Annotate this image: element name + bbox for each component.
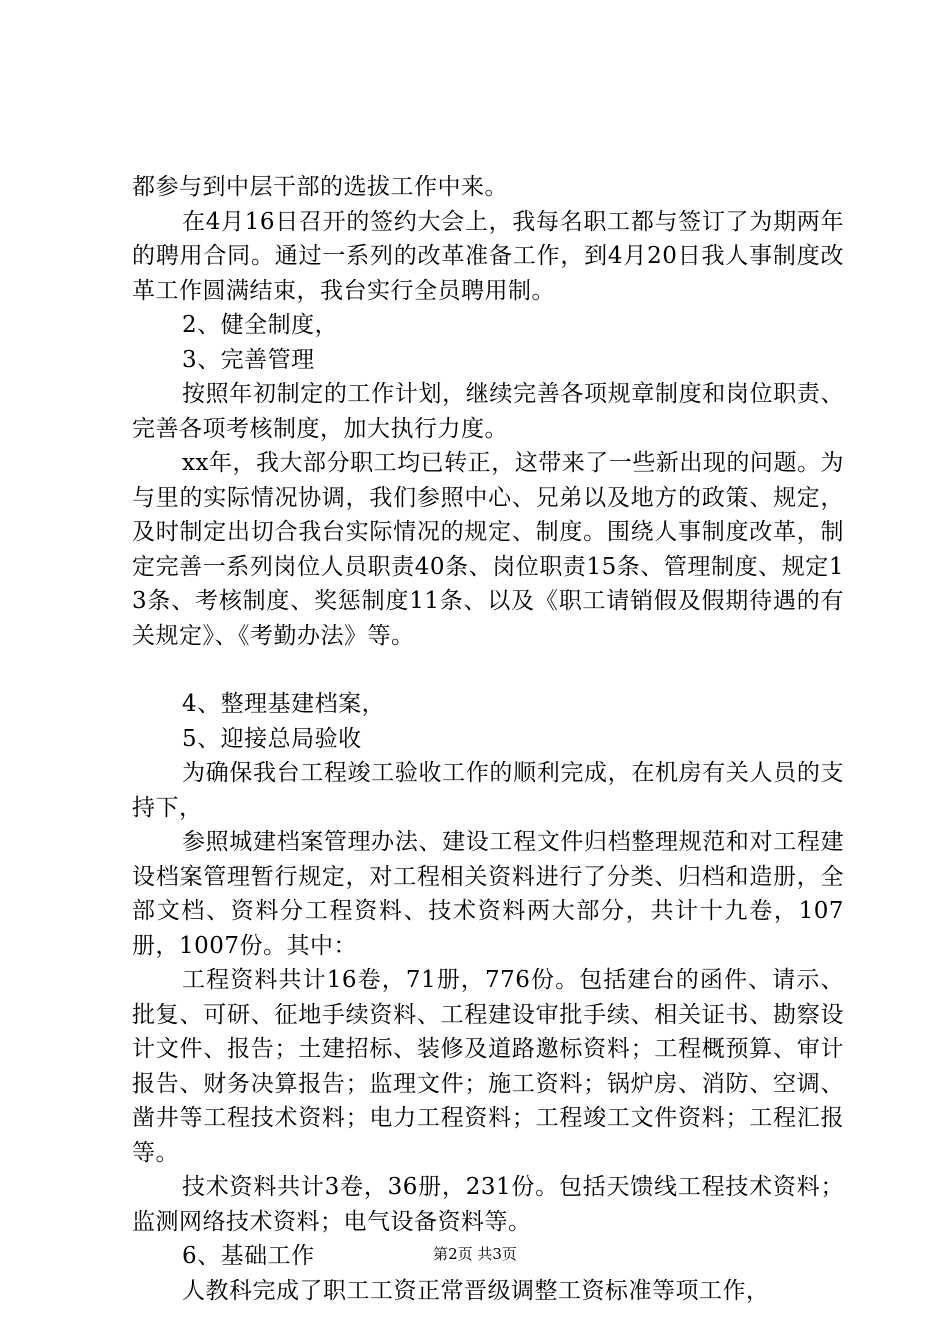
- paragraph-regulations: xx年，我大部分职工均已转正，这带来了一些新出现的问题。为与里的实际情况协调，我们参照中心、兄弟以及地方的政策、规定，及时制定出切合我台实际情况的规定、制度。围绕人事制度改革，制定完善一系列岗位人员职责40条、岗位职责15条、管理制度、规定13条、考核制度、奖惩制度11条、以及《职工请销假及假期待遇的有关规定》、《考勤办法》等。: [132, 450, 844, 649]
- paragraph-spacer: [132, 653, 844, 687]
- heading-item-5: 5、迎接总局验收: [182, 725, 362, 752]
- paragraph-archives: 参照城建档案管理办法、建设工程文件归档整理规范和对工程建设档案管理暂行规定，对工程相关资料进行了分类、归档和造册，全部文档、资料分工程资料、技术资料两大部分，共计十九卷，107册，1007份。其中：: [132, 829, 844, 959]
- paragraph-signing-meeting: 在4月16日召开的签约大会上，我每名职工都与签订了为期两年的聘用合同。通过一系列的改革准备工作，到4月20日我人事制度改革工作圆满结束，我台实行全员聘用制。: [132, 208, 844, 304]
- paragraph-technical-materials: 技术资料共计3卷，36册，231份。包括天馈线工程技术资料；监测网络技术资料；电气设备资料等。: [132, 1174, 844, 1235]
- paragraph-engineering-materials: 工程资料共计16卷，71册，776份。包括建台的函件、请示、批复、可研、征地手续资料、工程建设审批手续、相关证书、勘察设计文件、报告；土建招标、装修及道路邀标资料；工程概预算、审计报告、财务决算报告；监理文件；施工资料；锅炉房、消防、空调、凿井等工程技术资料；电力工程资料；工程竣工文件资料；工程汇报等。: [132, 967, 844, 1166]
- heading-item-4: 4、整理基建档案，: [182, 691, 386, 717]
- paragraph-work-plan: 按照年初制定的工作计划，继续完善各项规章制度和岗位职责、完善各项考核制度，加大执行力度。: [132, 381, 844, 442]
- paragraph-continuation: 都参与到中层干部的选拔工作中来。: [132, 174, 508, 200]
- page-number-footer: 第2页 共3页: [433, 1245, 517, 1263]
- paragraph-acceptance: 为确保我台工程竣工验收工作的顺利完成，在机房有关人员的支持下，: [132, 760, 844, 821]
- heading-item-3: 3、完善管理: [182, 346, 315, 373]
- paragraph-basic-work: 人教科完成了职工工资正常晋级调整工资标准等项工作，: [182, 1277, 770, 1304]
- document-body: [132, 170, 844, 1308]
- heading-item-2: 2、健全制度，: [182, 312, 339, 338]
- heading-item-6: 6、基础工作: [182, 1243, 315, 1269]
